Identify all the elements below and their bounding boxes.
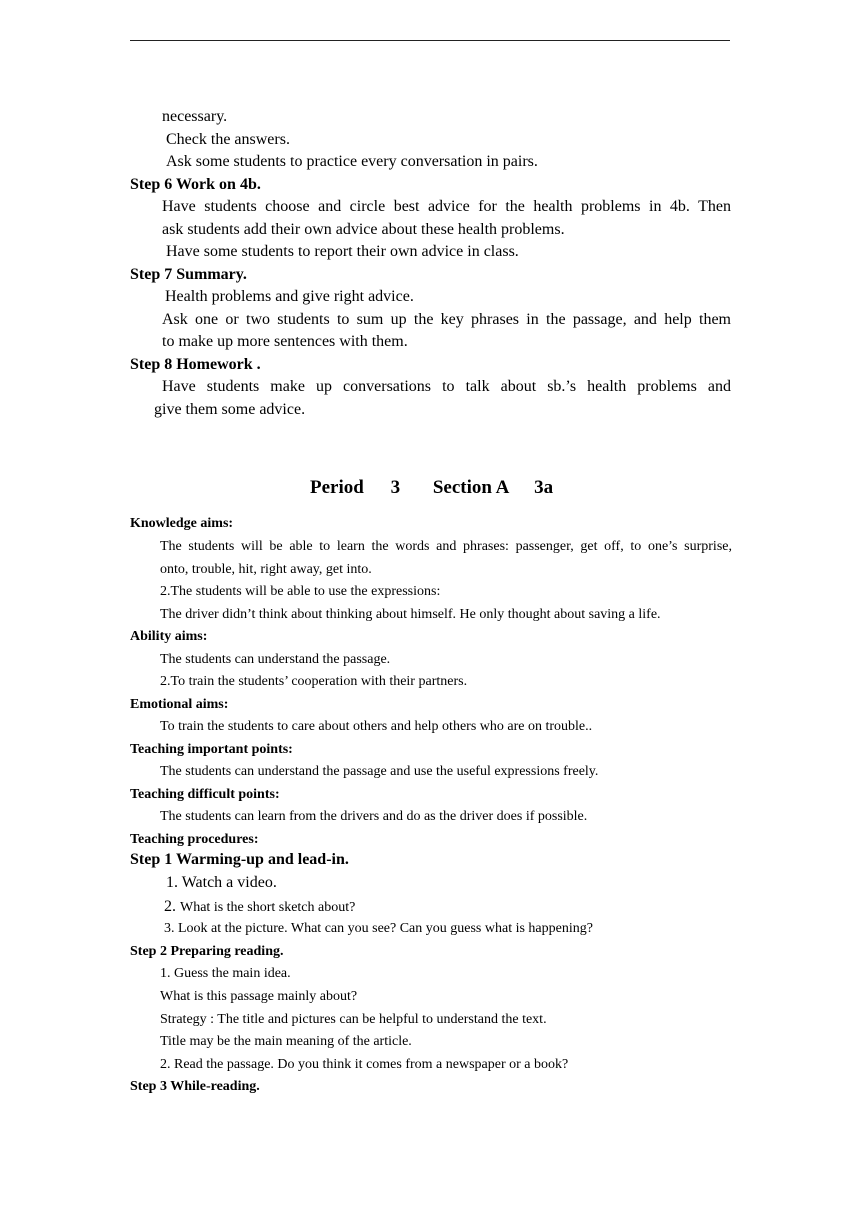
text-line: Ask one or two students to sum up the key phrases in the passage, and help them (162, 311, 731, 328)
step-heading: Step 2 Preparing reading. (130, 944, 284, 959)
text-line: The students can understand the passage and use the useful expressions freely. (160, 764, 599, 779)
step-heading: Step 6 Work on 4b. (130, 176, 261, 193)
text-line: onto, trouble, hit, right away, get into. (160, 562, 372, 577)
section-heading: Knowledge aims: (130, 516, 234, 531)
header-rule (130, 40, 730, 41)
section-heading: Emotional aims: (130, 697, 229, 712)
text-line: Health problems and give right advice. (165, 288, 414, 305)
text-line: Have students choose and circle best advice for the health problems in 4b. Then (162, 198, 731, 215)
text-line: Have students make up conversations to talk about sb.’s health problems and (162, 378, 731, 395)
step-heading: Step 3 While-reading. (130, 1079, 260, 1094)
text-line: 2.To train the students’ cooperation with their partners. (160, 674, 468, 689)
section-heading: Teaching important points: (130, 742, 293, 757)
text-line: 3. Look at the picture. What can you see? Can you guess what is happening? (164, 921, 593, 936)
text-line: to make up more sentences with them. (162, 333, 408, 350)
section-heading: Teaching difficult points: (130, 787, 280, 802)
step-heading: Step 1 Warming-up and lead-in. (130, 851, 349, 868)
text-line: The students can learn from the drivers and do as the driver does if possible. (160, 809, 588, 824)
section-heading: Teaching procedures: (130, 832, 259, 847)
item-number: 2. (164, 898, 176, 915)
period-title (310, 475, 553, 501)
text-line: Have some students to report their own advice in class. (166, 243, 519, 260)
period-label: Period (310, 477, 364, 498)
text-line: The students can understand the passage. (160, 652, 391, 667)
step-heading: Step 7 Summary. (130, 266, 247, 283)
text-line: To train the students to care about others and help others who are on trouble.. (160, 719, 593, 734)
text-line: Ask some students to practice every conversation in pairs. (166, 153, 538, 170)
text-line: Title may be the main meaning of the article. (160, 1034, 412, 1049)
text-line: What is this passage mainly about? (160, 989, 358, 1004)
period-number: 3 (390, 477, 401, 498)
text-line: necessary. (162, 108, 228, 125)
text-line: Check the answers. (166, 131, 290, 148)
text-line: The driver didn’t think about thinking about himself. He only thought about saving a life. (160, 607, 661, 622)
text-line: 2.The students will be able to use the expressions: (160, 584, 441, 599)
section-part: 3a (534, 477, 554, 498)
item-text: What is the short sketch about? (180, 900, 356, 915)
text-line: ask students add their own advice about these health problems. (162, 221, 565, 238)
text-line: The students will be able to learn the words and phrases: passenger, get off, to one’s surprise, (160, 539, 732, 554)
text-line: give them some advice. (154, 401, 306, 418)
section-heading: Ability aims: (130, 629, 208, 644)
list-item (164, 896, 355, 918)
text-line: Strategy : The title and pictures can be helpful to understand the text. (160, 1012, 547, 1027)
step-heading: Step 8 Homework . (130, 356, 261, 373)
text-line: 1. Guess the main idea. (160, 966, 291, 981)
text-line: 1. Watch a video. (166, 874, 277, 891)
section-label: Section A (432, 477, 510, 498)
text-line: 2. Read the passage. Do you think it comes from a newspaper or a book? (160, 1057, 569, 1072)
